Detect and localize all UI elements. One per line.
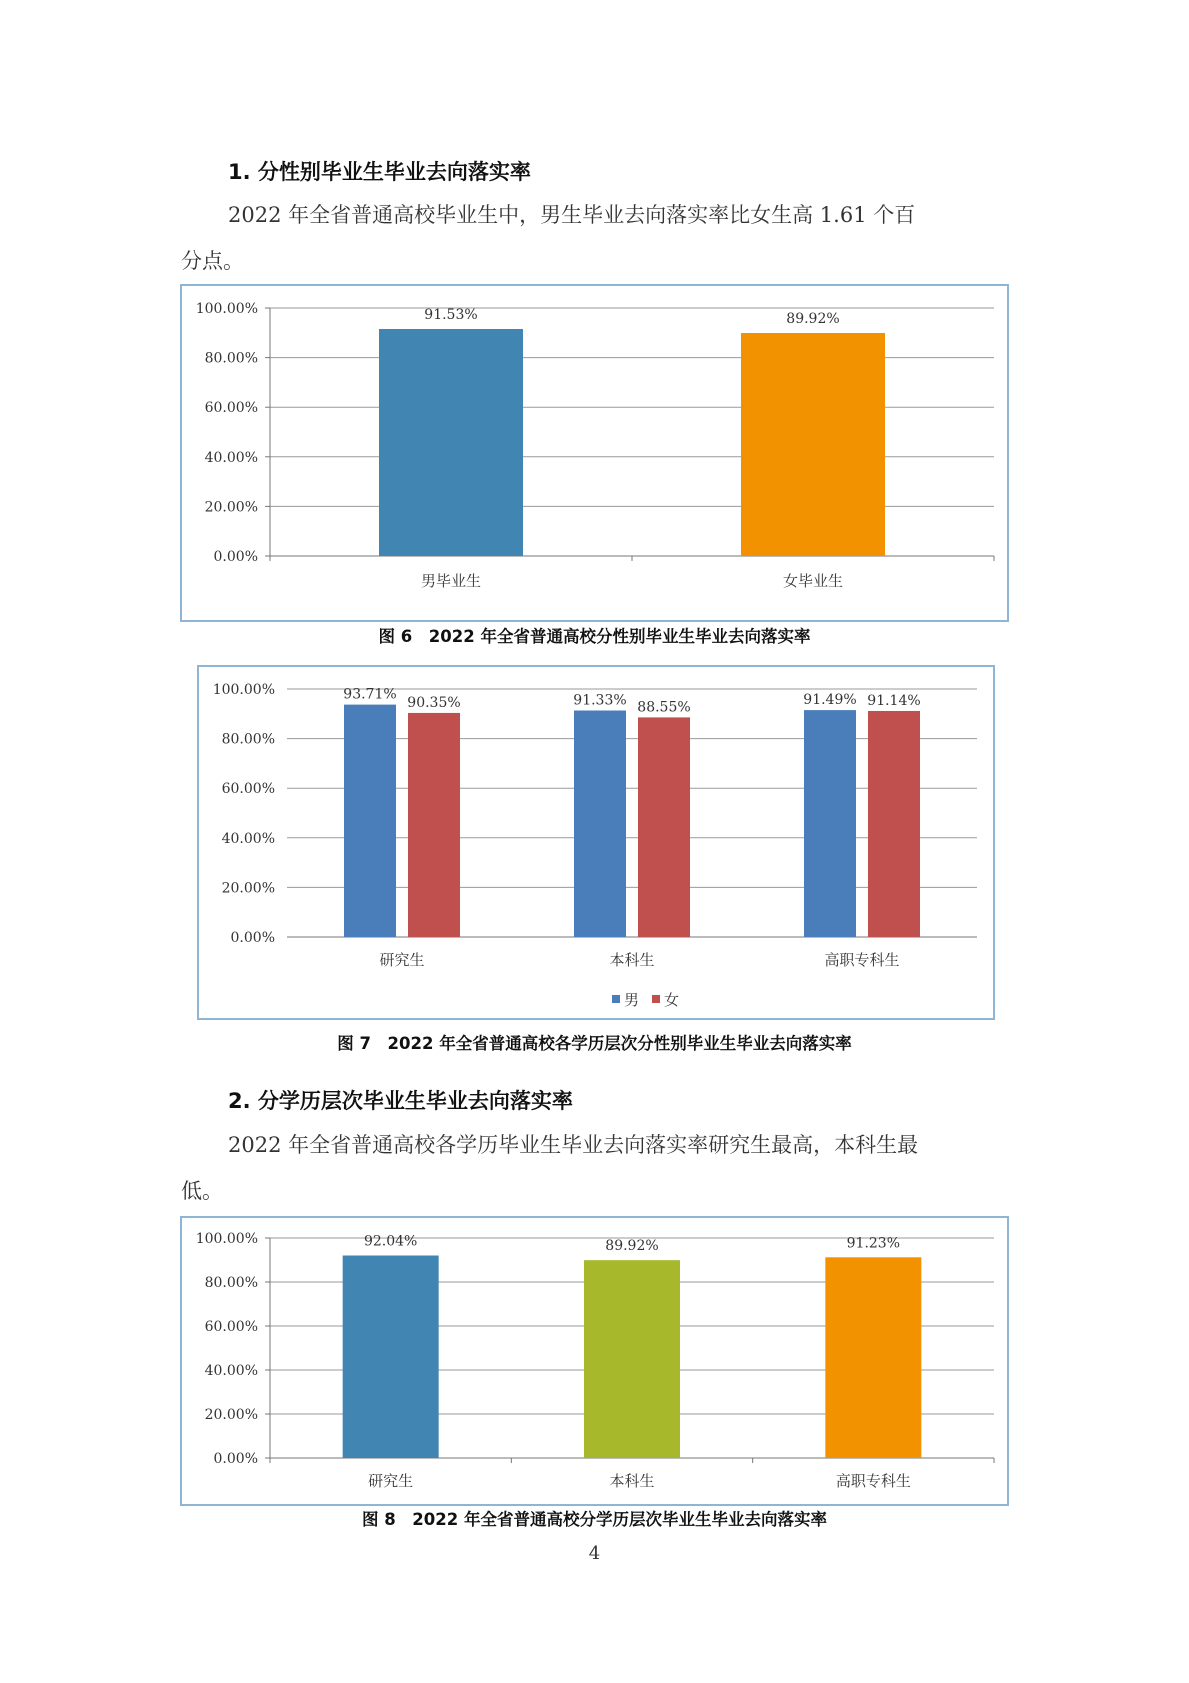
fig6-caption: 图 6 2022 年全省普通高校分性别毕业生毕业去向落实率 [378,627,811,646]
category-label: 男毕业生 [420,572,482,590]
fig8-caption: 图 8 2022 年全省普通高校分学历层次毕业生毕业去向落实率 [362,1510,827,1529]
bar-男 [574,711,626,937]
bar-女 [408,713,460,937]
y-tick-label: 60.00% [221,781,275,798]
y-tick-label: 80.00% [204,350,258,367]
fig6-chart-svg [182,286,1011,624]
y-tick-label: 60.00% [204,400,258,417]
data-label: 91.53% [424,307,478,324]
legend-label: 女 [664,991,680,1009]
y-tick-label: 0.00% [213,1451,258,1467]
bar [343,1256,439,1458]
legend-swatch [612,995,620,1003]
data-label: 91.33% [573,692,627,709]
data-label: 89.92% [786,310,840,327]
bar [584,1260,680,1458]
bar-男 [804,710,856,937]
section1-paragraph-line1: 2022 年全省普通高校毕业生中，男生毕业去向落实率比女生高 1.61 个百 [228,203,916,227]
fig7-chart [197,665,995,1020]
y-tick-label: 20.00% [204,1407,258,1423]
category-label: 研究生 [379,951,425,969]
category-label: 研究生 [368,1472,414,1490]
y-tick-label: 80.00% [204,1275,258,1291]
fig7-caption: 图 7 2022 年全省普通高校各学历层次分性别毕业生毕业去向落实率 [337,1034,852,1053]
y-tick-label: 40.00% [221,830,275,847]
data-label: 92.04% [363,1233,418,1250]
y-tick-label: 20.00% [221,880,275,897]
data-label: 91.23% [846,1235,901,1252]
section1-paragraph-line2: 分点。 [181,249,244,273]
bar-女 [868,711,920,937]
fig8-chart [180,1216,1009,1506]
bar [741,333,885,556]
category-label: 本科生 [609,951,655,969]
section2-paragraph-line2: 低。 [181,1179,223,1203]
bar-女 [638,717,690,937]
data-label: 91.49% [803,692,857,709]
fig7-chart-svg [199,667,997,1022]
y-tick-label: 100.00% [212,682,275,698]
y-tick-label: 0.00% [213,549,258,565]
section2-paragraph-line1: 2022 年全省普通高校各学历毕业生毕业去向落实率研究生最高，本科生最 [228,1133,919,1157]
category-label: 高职专科生 [835,1472,911,1490]
bar [825,1257,921,1458]
data-label: 89.92% [605,1238,659,1255]
bar-男 [344,705,396,937]
category-label: 高职专科生 [824,951,900,969]
y-tick-label: 40.00% [204,449,258,466]
section1-heading: 1. 分性别毕业生毕业去向落实率 [228,160,531,184]
y-tick-label: 40.00% [204,1363,258,1379]
data-label: 93.71% [343,686,397,703]
bar [379,329,523,556]
page-number: 4 [588,1543,601,1564]
y-tick-label: 60.00% [204,1319,258,1335]
data-label: 88.55% [637,699,691,716]
y-tick-label: 20.00% [204,499,258,516]
y-tick-label: 100.00% [195,301,258,317]
category-label: 本科生 [609,1472,655,1490]
legend-swatch [652,995,660,1003]
fig6-chart [180,284,1009,622]
data-label: 90.35% [407,694,461,711]
category-label: 女毕业生 [782,572,844,590]
section2-heading: 2. 分学历层次毕业生毕业去向落实率 [228,1089,573,1113]
data-label: 91.14% [867,692,921,709]
legend-label: 男 [624,991,640,1009]
y-tick-label: 80.00% [221,731,275,748]
y-tick-label: 0.00% [230,930,275,946]
fig8-chart-svg [182,1218,1011,1508]
y-tick-label: 100.00% [195,1231,258,1247]
